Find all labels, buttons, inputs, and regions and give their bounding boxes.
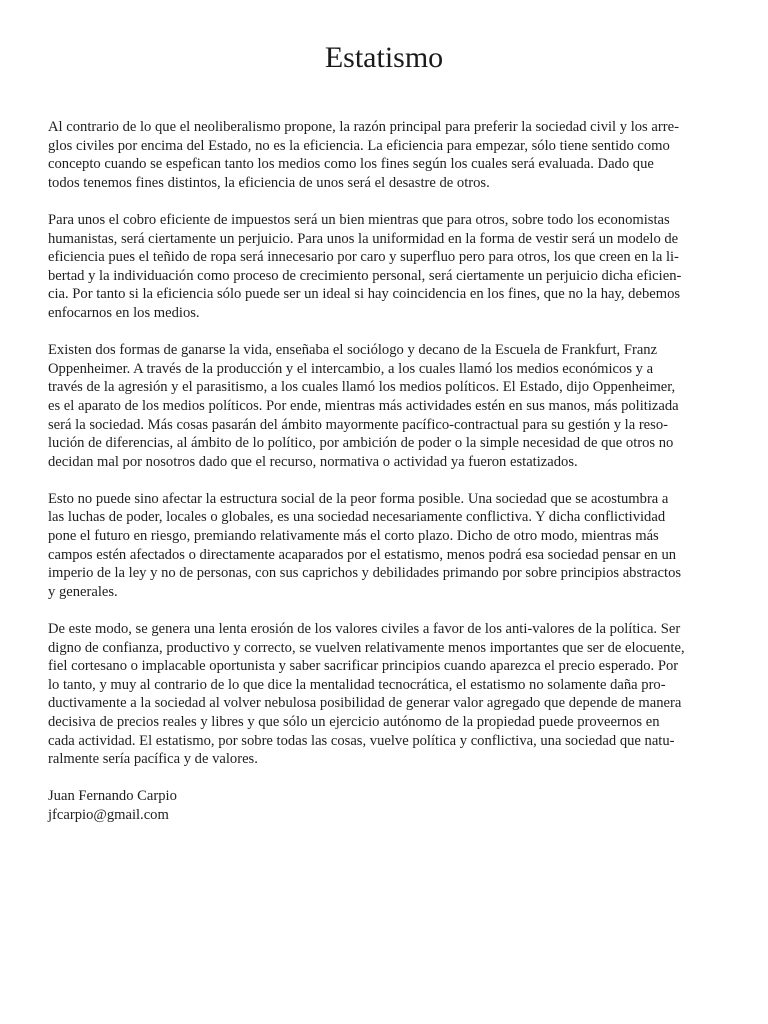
text-line: Para unos el cobro eficiente de impuestos será un bien mientras que para otros, sobre todo los economistas: [48, 211, 670, 228]
body-paragraph: [48, 118, 720, 192]
text-line: lo tanto, y muy al contrario de lo que dice la mentalidad tecnocrática, el estatismo no solamente daña pro-: [48, 676, 666, 693]
author-name: Juan Fernando Carpio: [48, 788, 177, 805]
text-line: enfocarnos en los medios.: [48, 304, 200, 321]
text-line: campos estén afectados o directamente acaparados por el estatismo, menos podrá esa sociedad pensar en un: [48, 546, 677, 563]
text-line: Al contrario de lo que el neoliberalismo propone, la razón principal para preferir la sociedad civil y los arre-: [48, 119, 679, 135]
text-line: concepto cuando se espefican tanto los medios como los fines según los cuales será evaluada. Dado que: [48, 156, 654, 173]
text-line: ductivamente a la sociedad al volver nebulosa posibilidad de generar valor agregado que depende de manera: [48, 695, 682, 712]
text-line: ralmente sería pacífica y de valores.: [48, 751, 258, 768]
text-line: fiel cortesano o implacable oportunista y saber sacrificar principios cuando aparezca el precio esperado. Por: [48, 658, 679, 675]
text-line: humanistas, será ciertamente un perjuicio. Para unos la uniformidad en la forma de vestir será un modelo de: [48, 230, 679, 247]
text-line: glos civiles por encima del Estado, no es la eficiencia. La eficiencia para empezar, sólo tiene sentido como: [48, 137, 670, 154]
body-paragraph: [48, 211, 720, 323]
text-line: digno de confianza, productivo y correcto, se vuelven relativamente menos importantes que ser de elocuente,: [48, 639, 685, 656]
document-title: Estatismo: [324, 41, 444, 74]
text-line: Esto no puede sino afectar la estructura social de la peor forma posible. Una sociedad que se acostumbra a: [48, 490, 669, 507]
text-line: será la sociedad. Más cosas pasarán del ámbito mayormente pacífico-contractual para su gestión y la reso-: [48, 416, 668, 433]
document-body: [48, 118, 720, 769]
body-paragraph: [48, 341, 720, 471]
text-line: y generales.: [48, 583, 118, 600]
text-line: todos tenemos fines distintos, la eficiencia de unos será el desastre de otros.: [48, 174, 490, 191]
signature-block: [48, 787, 720, 824]
text-line: cada actividad. El estatismo, por sobre todas las cosas, vuelve política y conflictiva, una sociedad que natu-: [48, 732, 675, 749]
text-line: bertad y la individuación como proceso de crecimiento personal, será ciertamente un perjuicio dicha eficien-: [48, 267, 682, 284]
text-line: De este modo, se genera una lenta erosión de los valores civiles a favor de los anti-valores de la política. Ser: [48, 621, 681, 638]
text-line: decisiva de precios reales y libres y que sólo un ejercicio autónomo de la propiedad puede proveernos en: [48, 714, 660, 730]
text-line: cia. Por tanto si la eficiencia sólo puede ser un ideal si hay coincidencia en los fines, que no la hay, debemos: [48, 286, 681, 303]
author-email: jfcarpio@gmail.com: [48, 806, 169, 823]
body-paragraph: [48, 490, 720, 602]
text-line: imperio de la ley y no de personas, con sus caprichos y debilidades primando por sobre principios abstractos: [48, 565, 682, 582]
text-line: lución de diferencias, al ámbito de lo político, por ambición de poder o la simple necesidad de que otros no: [48, 435, 674, 452]
text-line: eficiencia pues el teñido de ropa será innecesario por caro y superfluo pero para otros, los que creen en la li-: [48, 249, 679, 266]
text-line: Oppenheimer. A través de la producción y el intercambio, a los cuales llamó los medios económicos y a: [48, 360, 654, 377]
text-line: decidan mal por nosotros dado que el recurso, normativa o actividad ya fueron estatizados.: [48, 453, 578, 470]
body-paragraph: [48, 620, 720, 769]
text-line: pone el futuro en riesgo, premiando relativamente más el corto plazo. Dicho de otro modo, mientras más: [48, 528, 659, 545]
text-line: es el aparato de los medios políticos. Por ende, mientras más actividades estén en sus manos, más politizada: [48, 397, 679, 414]
text-line: través de la agresión y el parasitismo, a los cuales llamó los medios políticos. El Estado, dijo Oppenheimer,: [48, 379, 676, 396]
text-line: las luchas de poder, locales o globales, es una sociedad necesariamente conflictiva. Y dicha conflictividad: [48, 509, 666, 526]
text-line: Existen dos formas de ganarse la vida, enseñaba el sociólogo y decano de la Escuela de Frankfurt, Franz: [48, 342, 658, 359]
